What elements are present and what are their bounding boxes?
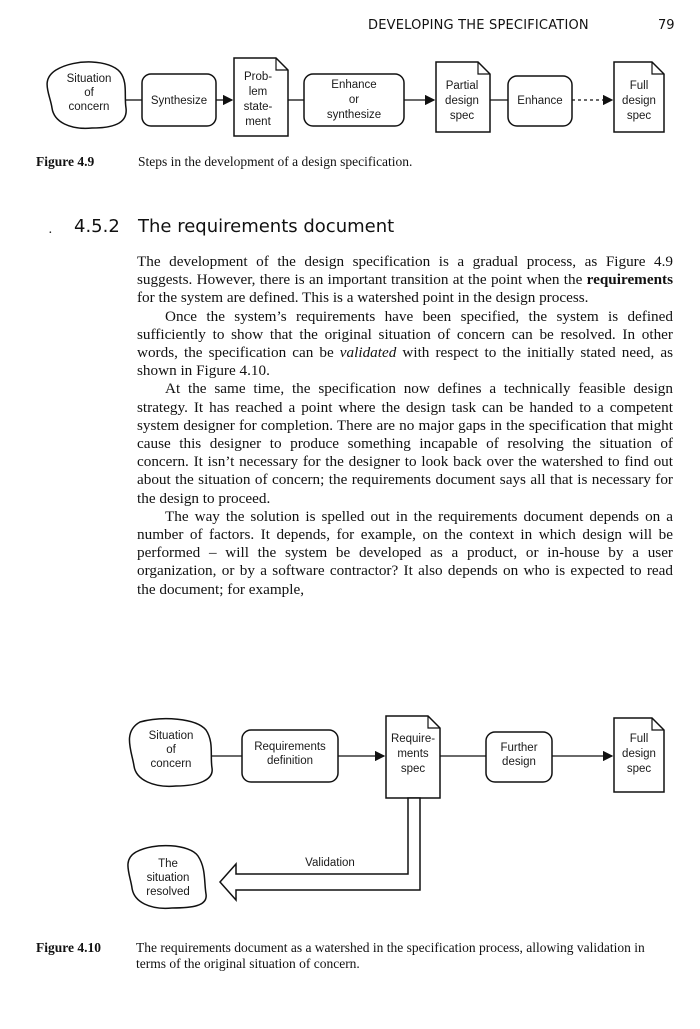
fig9-partial-line2: design <box>445 95 479 107</box>
section-number: 4.5.2 <box>74 216 120 237</box>
fig9-full-line1: Full <box>629 80 649 92</box>
fig9-situation-line1: Situation <box>66 73 112 85</box>
figure-4-9-diagram <box>0 52 700 152</box>
fig9-enhance-label: Enhance <box>517 95 563 107</box>
figure-4-10-caption <box>36 940 676 980</box>
fig9-problem-line3: state- <box>243 101 273 113</box>
figure-4-9-caption-text: Steps in the development of a design specification. <box>138 154 413 169</box>
term-requirements: requirements <box>586 271 673 289</box>
paragraph-1: The development of the design specification is a gradual process, as Figure 4.9 suggests. However, there is an important transition at the point when the requirements for the system are defined. This is a watershed point in the design process. <box>137 253 673 307</box>
section-bullet: · <box>48 226 53 241</box>
fig10-reqdef-line2: definition <box>266 755 314 767</box>
fig10-full-line1: Full <box>629 733 649 745</box>
fig10-resolved-line2: situation <box>146 872 190 884</box>
fig9-synthesize-label: Synthesize <box>150 95 208 107</box>
fig9-problem-line4: ment <box>245 116 271 128</box>
fig10-reqspec-line1: Require- <box>390 733 436 745</box>
validation-arrow <box>220 798 420 900</box>
body-text <box>137 253 673 599</box>
fig10-further-line2: design <box>502 756 536 768</box>
figure-4-10-diagram <box>0 712 700 912</box>
fig9-eos-line3: synthesize <box>326 109 382 121</box>
running-head: DEVELOPING THE SPECIFICATION <box>368 18 589 33</box>
fig10-reqspec-line2: ments <box>397 748 429 760</box>
fig9-problem-line1: Prob- <box>243 71 273 83</box>
fig9-situation-line2: of <box>84 87 94 99</box>
section-title: The requirements document <box>138 216 395 237</box>
fig9-full-line3: spec <box>626 110 652 122</box>
fig10-further-line1: Further <box>500 742 538 754</box>
fig10-full-line3: spec <box>626 763 652 775</box>
fig10-resolved-line3: resolved <box>146 886 190 898</box>
page-number: 79 <box>658 18 675 33</box>
figure-4-9-label: Figure 4.9 <box>36 154 95 169</box>
paragraph-2: Once the system’s requirements have been specified, the system is defined sufficiently to show that the original situation of concern can be resolved. In other words, the specification can be validated with respect to the initially stated need, as shown in Figure 4.10. <box>137 307 673 380</box>
fig10-full-line2: design <box>622 748 656 760</box>
fig9-partial-line3: spec <box>449 110 475 122</box>
term-validated: validated <box>339 344 397 362</box>
fig10-situation-line1: Situation <box>148 730 194 742</box>
paragraph-3: At the same time, the specification now defines a technically feasible design strategy. It has reached a point where the design task can be handed to a competent system designer for completion. There are no major gaps in the specification that might cause this designer to produce something incapable of resolving the situation of concern. It isn’t necessary for the designer to look back over the watershed to find out about the situation of concern; the requirements document says all that is necessary for the design to proceed. <box>137 380 673 507</box>
figure-4-10-caption-text: The requirements document as a watershed in the specification process, allowing validation in terms of the original situation of concern. <box>136 940 645 971</box>
fig10-situation-line3: concern <box>150 758 192 770</box>
fig9-problem-line2: lem <box>248 86 268 98</box>
fig9-eos-line1: Enhance <box>331 79 377 91</box>
fig10-reqdef-line1: Requirements <box>254 741 326 753</box>
validation-label: Validation <box>305 857 355 869</box>
fig10-resolved-line1: The <box>158 858 178 870</box>
fig9-eos-line2: or <box>348 94 360 106</box>
paragraph-4: The way the solution is spelled out in the requirements document depends on a number of factors. It depends, for example, on the context in which design will be performed – will the system be developed as a product, or in-house by a user organization, or by a software contractor? It also depends on who is expected to read the document; for example, <box>137 507 673 598</box>
fig10-situation-line2: of <box>166 744 176 756</box>
figure-4-9-caption <box>36 154 676 172</box>
fig9-situation-line3: concern <box>68 101 110 113</box>
figure-4-10-label: Figure 4.10 <box>36 940 101 955</box>
fig9-full-line2: design <box>622 95 656 107</box>
fig10-reqspec-line3: spec <box>400 763 426 775</box>
fig9-partial-line1: Partial <box>445 80 479 92</box>
